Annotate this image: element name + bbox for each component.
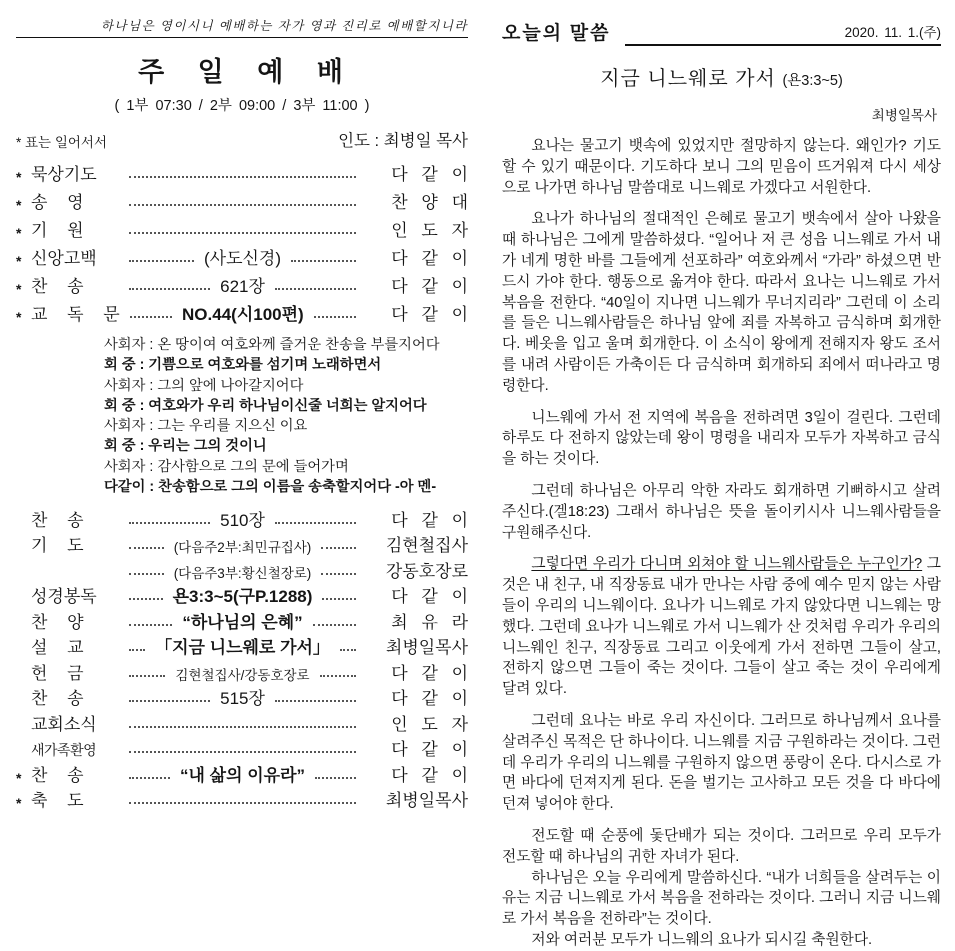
scripture-slogan: 하나님은 영이시니 예배하는 자가 영과 진리로 예배할지니라 [16, 16, 468, 38]
sermon-title [502, 62, 941, 91]
sermon-paragraph: 요나는 물고기 뱃속에 있었지만 절망하지 않는다. 왜인가? 기도할 수 있기 때문이다. 기도하다 보니 그의 믿음이 뜨거워져 다시 세상으로 나가면 하나님 말씀대로 니느웨로 가겠다고 서원한다. [502, 138, 941, 196]
sermon-paragraph: 니느웨에 가서 전 지역에 복음을 전하려면 3일이 걸린다. 그런데 하루도 다 전하지 않았는데 왕이 명령을 내리자 모두가 자복하고 금식을 하는 것이다. [502, 409, 941, 468]
order-performer: 다 같 이 [391, 689, 469, 709]
reading-line: 회 중 : 우리는 그의 것이니 [104, 438, 267, 455]
order-row-hymn-515 [16, 684, 468, 710]
stand-marker: * [16, 281, 22, 297]
order-performer: 강동호장로 [385, 561, 468, 581]
order-row-church-news [16, 709, 468, 735]
order-label: 기 도 [31, 536, 84, 556]
reading-line: 다같이 : 찬송함으로 그의 이름을 송축할지어다 -아 멘- [104, 479, 437, 496]
reading-line: 회 중 : 기쁨으로 여호와를 섬기며 노래하면서 [104, 357, 382, 374]
dotted-leader [129, 726, 356, 728]
sermon-preacher: 최병일목사 [871, 108, 937, 123]
dotted-leader [322, 598, 356, 600]
order-row-benediction [16, 786, 468, 812]
sermon-paragraph: 하나님은 오늘 우리에게 말씀하신다. “내가 너희들을 살려두는 이유는 지금 니느웨로 가서 복음을 전하라는 것이다. 그러니 지금 니느웨로 가서 복음을 전하라”는 것이다. [502, 869, 941, 928]
dotted-leader [315, 777, 356, 779]
order-performer: 인 도 자 [391, 221, 468, 240]
order-label: 찬 양 [31, 612, 84, 632]
dotted-leader [129, 204, 356, 206]
order-detail: “하나님의 은혜” [182, 612, 303, 632]
note-row [16, 127, 468, 151]
order-label: 성경봉독 [31, 587, 97, 607]
order-row-creed [16, 241, 468, 269]
dotted-leader [129, 232, 356, 234]
order-label: 찬 송 [31, 510, 84, 530]
order-label: 교회소식 [31, 714, 97, 734]
dotted-leader [313, 624, 356, 626]
sermon-header [502, 18, 941, 46]
sermon-column [474, 10, 947, 948]
order-label: 교 독 문 [31, 305, 120, 324]
dotted-leader [275, 288, 356, 290]
order-label: 설 교 [31, 638, 84, 658]
header-rule [625, 21, 941, 46]
order-performer: 다 같 이 [391, 510, 469, 530]
paragraph-rest: 그것은 내 친구, 내 직장동료 내가 만나는 사람 중에 예수 믿지 않는 사람들이 우리의 니느웨이다. 요나가 니느웨로 가지 않았다면 니느웨는 망했다. 그런데 요나가 니느웨로 가서 니느웨가 산 것처럼 우리가 우리의 니느웨인 친구, 직장동료 그리고 이웃에게 가서 전하면 그들이 살고, 전하지 않으면 그들이 죽는 것이다. 그들이 살고 죽는 것이 우리에게 달려 있다. [502, 556, 941, 698]
order-performer: 김현철집사 [385, 536, 468, 556]
sermon-scripture-ref-text: (욘3:3~5) [782, 73, 843, 89]
order-row-offering [16, 658, 468, 684]
stand-note: * 표는 일어서서 [16, 135, 108, 150]
order-label: 묵상기도 [31, 165, 97, 184]
sermon-paragraph: 그런데 요나는 바로 우리 자신이다. 그러므로 하나님께서 요나를 살려주신 목적은 단 하나이다. 니느웨를 지금 구원하라는 것이다. 그런데 우리가 우리의 니느웨를 구원하지 않으면 풍랑이 온다. 다시스로 가면 바다에 던져지게 된다. 돈을 벌기는 고사하고 모든 것을 다 바다에 던져 넣어야 한다. [502, 712, 941, 813]
order-row-prayer [16, 531, 468, 557]
reading-line: 사회자 : 온 땅이여 여호와께 즐거운 찬송을 부를지어다 [104, 337, 440, 353]
order-performer: 다 같 이 [391, 587, 468, 607]
underlined-question: 그렇다면 우리가 다니며 외쳐야 할 니느웨사람들은 누구인가? [531, 556, 923, 573]
order-detail: 「지금 니느웨로 가서」 [155, 638, 330, 658]
order-performer: 다 같 이 [391, 663, 469, 683]
reading-line: 사회자 : 감사함으로 그의 문에 들어가며 [104, 458, 349, 475]
service-times: ( 1부 07:30 / 2부 09:00 / 3부 11:00 ) [114, 98, 370, 114]
order-row-responsive-reading [16, 297, 468, 325]
dotted-leader [129, 260, 194, 262]
dotted-leader [129, 624, 172, 626]
service-leader: 인도 : 최병일 목사 [338, 132, 468, 150]
order-detail: 515장 [220, 689, 265, 709]
stand-marker: * [16, 225, 22, 241]
worship-order-column [8, 10, 474, 812]
reading-line: 사회자 : 그의 앞에 나아갈지어다 [104, 377, 304, 394]
order-performer: 다 같 이 [391, 165, 468, 184]
worship-title: 주 일 예 배 [138, 57, 346, 87]
dotted-leader [314, 316, 356, 318]
order-label: 기 원 [31, 221, 84, 240]
order-detail: 김현철집사/강동호장로 [175, 667, 310, 683]
order-row-meditation-prayer [16, 157, 468, 185]
dotted-leader [129, 675, 165, 677]
sermon-paragraph: 그런데 하나님은 아무리 악한 자라도 회개하면 기뻐하시고 살려주신다.(겔18:23) 그래서 하나님은 뜻을 돌이키시사 니느웨사람들을 구원해주신다. [502, 482, 941, 541]
dotted-leader [130, 316, 172, 318]
order-label: 신앙고백 [31, 249, 97, 268]
sermon-title-text: 지금 니느웨로 가서 [600, 68, 776, 90]
stand-marker: * [16, 253, 22, 269]
order-label: 찬 송 [31, 689, 84, 709]
order-row-doxology [16, 185, 468, 213]
order-row-prayer-2 [16, 556, 468, 582]
order-label: 헌 금 [31, 663, 84, 683]
order-label: 찬 송 [31, 765, 84, 785]
dotted-leader [129, 598, 163, 600]
dotted-leader [321, 573, 356, 575]
dotted-leader [321, 547, 356, 549]
order-row-invocation [16, 213, 468, 241]
order-performer: 다 같 이 [391, 765, 469, 785]
order-performer: 다 같 이 [391, 305, 469, 324]
order-label: 새가족환영 [31, 742, 97, 759]
dotted-leader [129, 700, 210, 702]
dotted-leader [129, 802, 356, 804]
order-row-new-family-welcome [16, 735, 468, 761]
order-label: 찬 송 [31, 277, 84, 296]
order-label: 축 도 [31, 791, 84, 811]
stand-marker: * [16, 169, 22, 185]
order-row-special-song [16, 607, 468, 633]
stand-marker: * [16, 309, 22, 325]
order-performer: 인 도 자 [391, 714, 468, 734]
stand-marker: * [16, 769, 22, 786]
order-detail: 욘3:3~5(구P.1288) [172, 587, 313, 607]
reading-line: 회 중 : 여호와가 우리 하나님이신줄 너희는 알지어다 [104, 397, 427, 414]
responsive-reading-block [104, 335, 468, 497]
order-detail: (사도신경) [204, 249, 282, 268]
dotted-leader [129, 751, 356, 753]
stand-marker: * [16, 795, 22, 812]
order-performer: 다 같 이 [391, 277, 469, 296]
sermon-header-title: 오늘의 말씀 [502, 23, 611, 44]
dotted-leader [129, 522, 210, 524]
dotted-leader [340, 649, 356, 651]
dotted-leader [320, 675, 356, 677]
order-detail: “내 삶의 이유라” [180, 765, 305, 785]
sermon-paragraph: 저와 여러분 모두가 니느웨의 요나가 되시길 축원한다. [531, 931, 873, 948]
order-detail: 510장 [220, 510, 265, 530]
dotted-leader [129, 288, 210, 290]
order-detail: NO.44(시100편) [182, 305, 304, 324]
order-row-hymn-621 [16, 269, 468, 297]
order-performer: 다 같 이 [391, 740, 468, 760]
order-performer: 최병일목사 [385, 791, 468, 811]
dotted-leader [275, 700, 356, 702]
order-row-hymn-510 [16, 505, 468, 531]
dotted-leader [129, 649, 145, 651]
order-row-scripture-reading [16, 582, 468, 608]
sermon-paragraph [502, 554, 941, 700]
order-row-sermon [16, 633, 468, 659]
bulletin-date: 2020. 11. 1.(주) [844, 25, 941, 40]
sermon-paragraph: 요나가 하나님의 절대적인 은혜로 물고기 뱃속에서 살아 나왔을 때 하나님은 그에게 말씀하셨다. “일어나 저 큰 성읍 니느웨로 가서 내가 네게 명한 바를 그들에게 선포하라” 여호와께서 “가라” 하셨으면 반드시 가야 한다. 행동으로 옮겨야 한다. 따라서 요나는 니느웨로 가서 복음을 전한다. “40일이 지나면 니느웨가 무너지리라” 그런데 이 소리를 들은 니느웨사람들은 하나님 앞에 죄를 자복하고 금식하며 회개한다. 베옷을 입고 울며 회개한다. 이 소식이 왕에게 전해지자 왕도 조서를 내려 사람이든 가축이든 다 금식하며 회개하되 죄에서 떠나라고 명령한다. [502, 211, 941, 394]
dotted-leader [129, 176, 356, 178]
sermon-body [502, 136, 941, 951]
order-performer: 최병일목사 [385, 638, 469, 658]
dotted-leader [129, 547, 164, 549]
order-label: 송 영 [31, 193, 84, 212]
dotted-leader [291, 260, 356, 262]
reading-line: 사회자 : 그는 우리를 지으신 이요 [104, 418, 308, 435]
stand-marker: * [16, 197, 22, 213]
sermon-paragraph: 전도할 때 순풍에 돛단배가 되는 것이다. 그러므로 우리 모두가 전도할 때 하나님의 귀한 자녀가 된다. [502, 827, 941, 865]
dotted-leader [275, 522, 356, 524]
dotted-leader [129, 777, 170, 779]
order-detail: (다음주3부:황신철장로) [173, 565, 312, 581]
order-performer: 찬 양 대 [391, 193, 468, 212]
order-detail: (다음주2부:최민규집사) [173, 540, 312, 556]
order-performer: 최 유 라 [391, 612, 469, 632]
order-detail: 621장 [220, 277, 265, 296]
dotted-leader [129, 573, 164, 575]
order-performer: 다 같 이 [391, 249, 469, 268]
order-row-closing-hymn [16, 760, 468, 786]
